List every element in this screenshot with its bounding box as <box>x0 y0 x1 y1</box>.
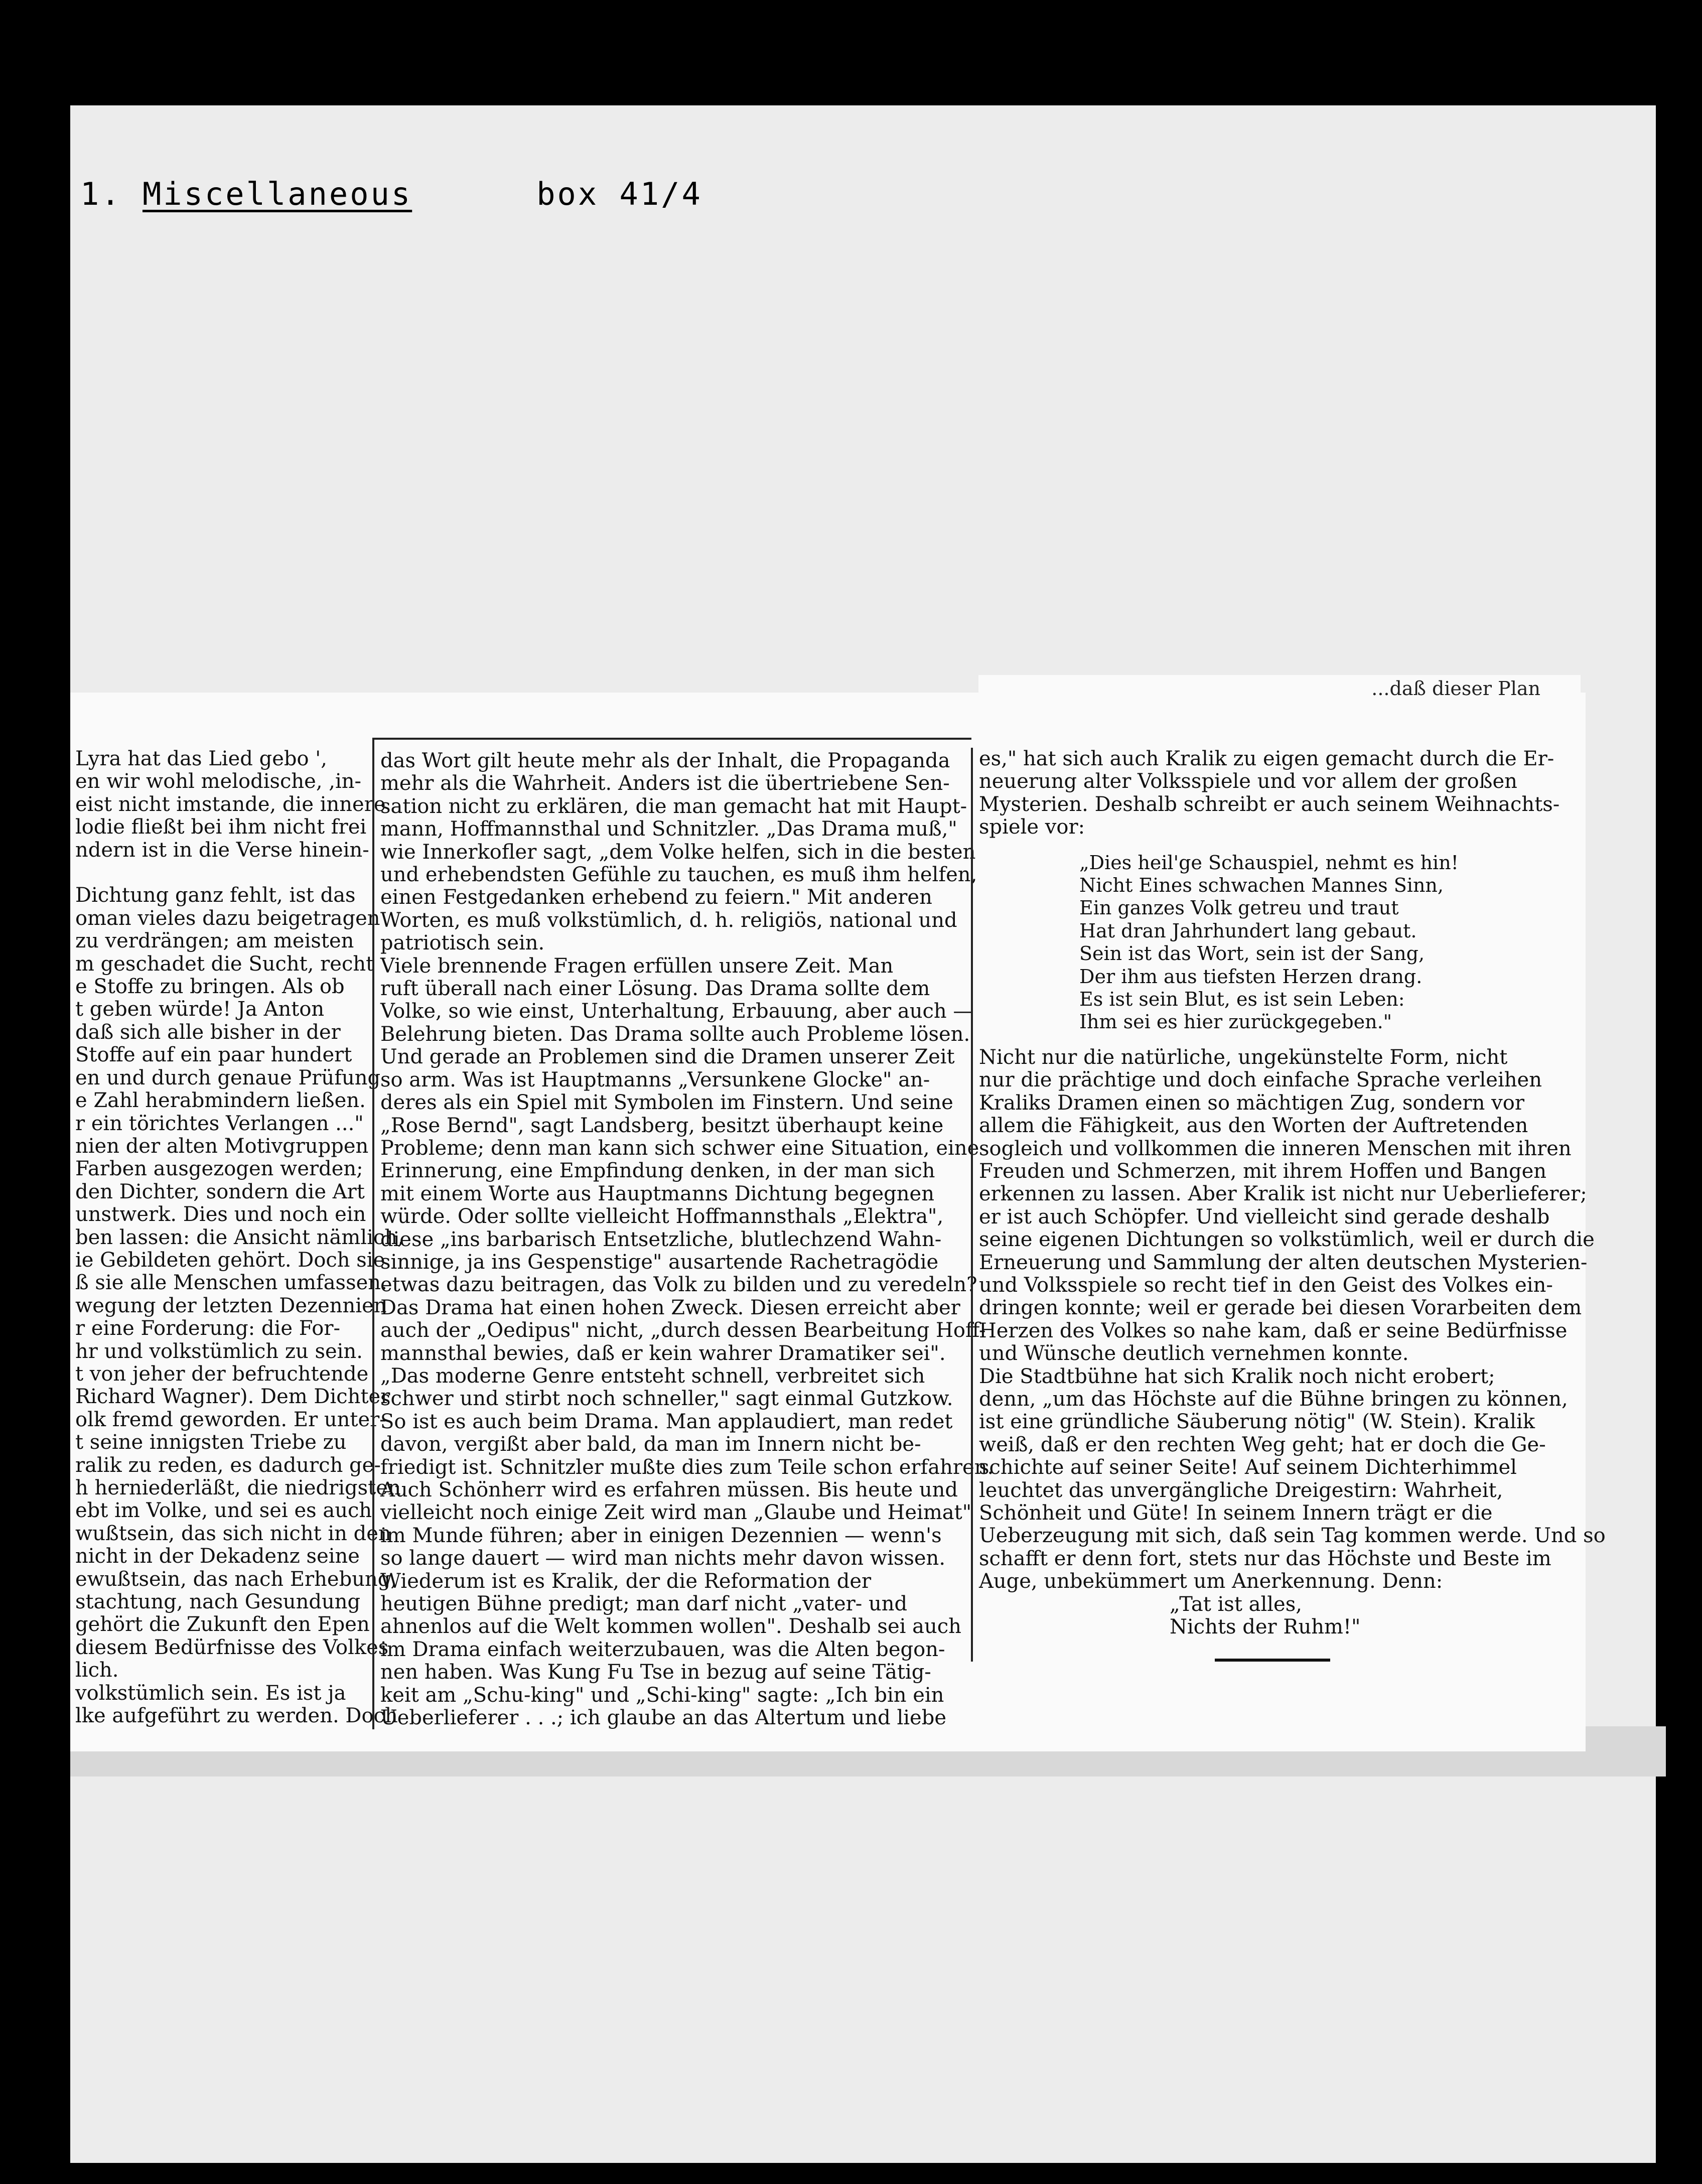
text-line: Worten, es muß volkstümlich, d. h. religiös, national und <box>380 908 957 932</box>
text-line: r eine Forderung: die For- <box>75 1317 341 1340</box>
text-line: und erhebendsten Gefühle zu tauchen, es muß ihm helfen, <box>380 863 977 887</box>
text-line <box>75 862 366 884</box>
text-line: neuerung alter Volksspiele und vor allem der großen <box>979 770 1517 793</box>
text-line: sogleich und vollkommen die inneren Menschen mit ihren <box>979 1137 1572 1160</box>
text-line: einen Festgedanken erhebend zu feiern." Mit anderen <box>380 886 932 909</box>
text-line: spiele vor: <box>979 815 1085 839</box>
text-line: Dichtung ganz fehlt, ist das <box>75 884 356 907</box>
text-line: lich. <box>75 1659 119 1682</box>
text-line: sinnige, ja ins Gespenstige" ausartende Rachetragödie <box>380 1250 939 1274</box>
closing-quote <box>979 1593 1556 1639</box>
text-line: Viele brennende Fragen erfüllen unsere Zeit. Man <box>380 954 894 978</box>
text-line: Nichts der Ruhm!" <box>1170 1615 1361 1639</box>
text-line: Schönheit und Güte! In seinem Innern trägt er die <box>979 1502 1493 1525</box>
text-line: „Rose Bernd", sagt Landsberg, besitzt überhaupt keine <box>380 1114 944 1137</box>
text-line: Die Stadtbühne hat sich Kralik noch nicht erobert; <box>979 1364 1495 1388</box>
text-line: en wir wohl melodische, ,in- <box>75 770 362 793</box>
text-line: daß sich alle bisher in der <box>75 1020 341 1044</box>
text-line: würde. Oder sollte vielleicht Hoffmannsthals „Elektra", <box>380 1205 944 1228</box>
text-line: mann, Hoffmannsthal und Schnitzler. „Das Drama muß," <box>380 817 957 841</box>
text-line: ß sie alle Menschen umfassen. <box>75 1271 387 1295</box>
column-right-body <box>979 1045 1606 1593</box>
text-line: h herniederläßt, die niedrigsten <box>75 1476 401 1499</box>
text-line: Farben ausgezogen werden; <box>75 1157 363 1181</box>
text-line: ist eine gründliche Säuberung nötig" (W. Stein). Kralik <box>979 1410 1535 1434</box>
text-line: m geschadet die Sucht, recht <box>75 952 374 976</box>
text-line: keit am „Schu-king" und „Schi-king" sagte: „Ich bin ein <box>380 1683 944 1707</box>
text-line: „Das moderne Genre entsteht schnell, verbreitet sich <box>380 1364 925 1388</box>
text-line: mehr als die Wahrheit. Anders ist die übertriebene Sen- <box>380 772 950 795</box>
text-line: Ein ganzes Volk getreu und traut <box>1079 897 1399 919</box>
text-line: und Volksspiele so recht tief in den Geist des Volkes ein- <box>979 1273 1553 1297</box>
text-line: vielleicht noch einige Zeit wird man „Glaube und Heimat" <box>380 1501 972 1525</box>
text-line: Auch Schönherr wird es erfahren müssen. Bis heute und <box>380 1478 958 1502</box>
text-line: t von jeher der befruchtende <box>75 1362 369 1386</box>
text-line: gehört die Zukunft den Epen <box>75 1613 370 1636</box>
text-line: Wiederum ist es Kralik, der die Reformation der <box>380 1569 872 1593</box>
text-line: sation nicht zu erklären, die man gemacht hat mit Haupt- <box>380 794 967 818</box>
text-line: denn, „um das Höchste auf die Bühne bringen zu können, <box>979 1387 1568 1411</box>
text-line: lodie fließt bei ihm nicht frei <box>75 815 367 839</box>
text-line: etwas dazu beitragen, das Volk zu bilden und zu veredeln? <box>380 1273 977 1297</box>
text-line: erkennen zu lassen. Aber Kralik ist nicht nur Ueberlieferer; <box>979 1182 1587 1206</box>
series-title: Miscellaneous <box>142 176 412 212</box>
folder-header <box>80 176 702 212</box>
text-line: diese „ins barbarisch Entsetzliche, blutlechzend Wahn- <box>380 1227 942 1251</box>
text-line: Belehrung bieten. Das Drama sollte auch Probleme lösen. <box>380 1022 970 1046</box>
text-line: r ein törichtes Verlangen ..." <box>75 1112 364 1135</box>
text-line: ndern ist in die Verse hinein- <box>75 838 369 862</box>
text-line: das Wort gilt heute mehr als der Inhalt, die Propaganda <box>380 749 950 772</box>
text-line: „Tat ist alles, <box>1170 1592 1302 1616</box>
text-line: schafft er denn fort, stets nur das Höchste und Beste im <box>979 1547 1551 1570</box>
text-line: schwer und stirbt noch schneller," sagt einmal Gutzkow. <box>380 1387 953 1411</box>
text-line: seine eigenen Dichtungen so volkstümlich, weil er durch die <box>979 1228 1595 1252</box>
text-line: hr und volkstümlich zu sein. <box>75 1339 363 1363</box>
text-line: auch der „Oedipus" nicht, „durch dessen Bearbeitung Hoff- <box>380 1319 986 1342</box>
text-line: t geben würde! Ja Anton <box>75 998 325 1021</box>
text-line: nur die prächtige und doch einfache Sprache verleihen <box>979 1068 1542 1092</box>
text-line: Das Drama hat einen hohen Zweck. Diesen erreicht aber <box>380 1296 960 1319</box>
text-line: lke aufgeführt zu werden. Doch <box>75 1704 398 1728</box>
text-line: „Dies heil'ge Schauspiel, nehmt es hin! <box>1079 851 1459 874</box>
text-line: Erneuerung und Sammlung der alten deutschen Mysterien- <box>979 1251 1588 1274</box>
text-line: ebt im Volke, und sei es auch <box>75 1499 372 1523</box>
text-line: e Stoffe zu bringen. Als ob <box>75 975 345 999</box>
text-line: so lange dauert — wird man nichts mehr davon wissen. <box>380 1547 946 1570</box>
text-line: schichte auf seiner Seite! Auf seinem Dichterhimmel <box>979 1456 1517 1479</box>
text-line: unstwerk. Dies und noch ein <box>75 1203 366 1226</box>
text-line: ruft überall nach einer Lösung. Das Drama sollte dem <box>380 977 930 1001</box>
text-line: Sein ist das Wort, sein ist der Sang, <box>1079 942 1425 965</box>
text-line: ie Gebildeten gehört. Doch sie <box>75 1248 385 1272</box>
text-line: olk fremd geworden. Er unter- <box>75 1408 386 1431</box>
text-line: mannsthal bewies, daß er kein wahrer Dramatiker sei". <box>380 1341 946 1365</box>
clipping-top-fragment: ...daß dieser Plan <box>978 675 1581 703</box>
text-line: allem die Fähigkeit, aus den Worten der Auftretenden <box>979 1114 1528 1138</box>
text-line: Probleme; denn man kann sich schwer eine Situation, eine <box>380 1136 979 1160</box>
text-line: dringen konnte; weil er gerade bei diesen Vorarbeiten dem <box>979 1296 1582 1320</box>
column-left <box>75 747 404 1728</box>
text-line: nien der alten Motivgruppen <box>75 1134 369 1158</box>
text-line: Kraliks Dramen einen so mächtigen Zug, sondern vor <box>979 1091 1524 1115</box>
folder-number: 1. <box>80 176 122 212</box>
column-right-intro <box>979 747 1560 839</box>
text-line: im Munde führen; aber in einigen Dezennien — wenn's <box>380 1524 942 1547</box>
text-line: Stoffe auf ein paar hundert <box>75 1043 352 1067</box>
text-line: stachtung, nach Gesundung <box>75 1590 361 1614</box>
text-line: im Drama einfach weiterzubauen, was die Alten begon- <box>380 1637 945 1661</box>
text-line: volkstümlich sein. Es ist ja <box>75 1681 346 1705</box>
text-line: weiß, daß er den rechten Weg geht; hat er doch die Ge- <box>979 1433 1546 1456</box>
text-line: Ueberlieferer . . .; ich glaube an das Altertum und liebe <box>380 1706 947 1730</box>
text-line: er ist auch Schöpfer. Und vielleicht sind gerade deshalb <box>979 1205 1550 1228</box>
text-line: mit einem Worte aus Hauptmanns Dichtung begegnen <box>380 1182 934 1205</box>
text-line: ewußtsein, das nach Erhebung, <box>75 1567 397 1591</box>
poem <box>979 852 1556 1034</box>
text-line: patriotisch sein. <box>380 931 545 955</box>
text-line: Ihm sei es hier zurückgegeben." <box>1079 1011 1392 1033</box>
text-line: ben lassen: die Ansicht nämlich, <box>75 1225 404 1249</box>
column-right <box>971 747 1606 1662</box>
text-line: Ueberzeugung mit sich, daß sein Tag kommen werde. Und so <box>979 1524 1606 1548</box>
text-line: Nicht nur die natürliche, ungekünstelte Form, nicht <box>979 1045 1508 1069</box>
box-label: box 41/4 <box>536 176 702 212</box>
text-line: Es ist sein Blut, es ist sein Leben: <box>1079 988 1405 1011</box>
text-line: Volke, so wie einst, Unterhaltung, Erbauung, aber auch — <box>380 1000 973 1023</box>
text-line: den Dichter, sondern die Art <box>75 1180 365 1203</box>
text-line: Auge, unbekümmert um Anerkennung. Denn: <box>979 1570 1443 1593</box>
text-line: heutigen Bühne predigt; man darf nicht „vater- und <box>380 1592 908 1616</box>
text-line: Richard Wagner). Dem Dichter <box>75 1385 390 1409</box>
text-line: e Zahl herabmindern ließen. <box>75 1089 366 1113</box>
text-line: und Wünsche deutlich vernehmen konnte. <box>979 1342 1409 1366</box>
text-line: friedigt ist. Schnitzler mußte dies zum Teile schon erfahren. <box>380 1455 994 1479</box>
text-line: Lyra hat das Lied gebo ', <box>75 747 327 770</box>
text-line: Nicht Eines schwachen Mannes Sinn, <box>1079 874 1444 897</box>
text-line: zu verdrängen; am meisten <box>75 929 354 953</box>
text-line: so arm. Was ist Hauptmanns „Versunkene Glocke" an- <box>380 1068 930 1091</box>
text-line: ahnenlos auf die Welt kommen wollen". Deshalb sei auch <box>380 1615 961 1639</box>
text-line: wegung der letzten Dezennien <box>75 1294 387 1317</box>
text-line: eist nicht imstande, die innere <box>75 792 386 816</box>
text-line: leuchtet das unvergängliche Dreigestirn: Wahrheit, <box>979 1478 1503 1502</box>
text-line: t seine innigsten Triebe zu <box>75 1431 347 1454</box>
text-line: So ist es auch beim Drama. Man applaudiert, man redet <box>380 1410 953 1433</box>
text-line: Und gerade an Problemen sind die Dramen unserer Zeit <box>380 1045 955 1069</box>
text-line: nicht in der Dekadenz seine <box>75 1545 360 1568</box>
column-middle <box>372 738 994 1730</box>
text-line: diesem Bedürfnisse des Volkes <box>75 1635 389 1659</box>
end-rule <box>1215 1659 1330 1662</box>
text-line: Freuden und Schmerzen, mit ihrem Hoffen und Bangen <box>979 1159 1547 1183</box>
text-line: Mysterien. Deshalb schreibt er auch seinem Weihnachts- <box>979 792 1560 816</box>
text-line: Herzen des Volkes so nahe kam, daß er seine Bedürfnisse <box>979 1319 1568 1342</box>
text-line: en und durch genaue Prüfung <box>75 1066 381 1089</box>
text-line: davon, vergißt aber bald, da man im Innern nicht be- <box>380 1433 921 1456</box>
text-line: wie Innerkofler sagt, „dem Volke helfen, sich in die besten <box>380 840 976 864</box>
text-line: Erinnerung, eine Empfindung denken, in der man sich <box>380 1159 935 1183</box>
text-line: Der ihm aus tiefsten Herzen drang. <box>1079 965 1423 988</box>
text-line: deres als ein Spiel mit Symbolen im Finstern. Und seine <box>380 1091 953 1115</box>
text-line: es," hat sich auch Kralik zu eigen gemacht durch die Er- <box>979 747 1554 770</box>
text-line: wußtsein, das sich nicht in den <box>75 1522 391 1545</box>
text-line: ralik zu reden, es dadurch ge- <box>75 1453 381 1477</box>
text-line: Hat dran Jahrhundert lang gebaut. <box>1079 919 1417 942</box>
text-line: oman vieles dazu beigetragen <box>75 906 380 930</box>
text-line: nen haben. Was Kung Fu Tse in bezug auf seine Tätig- <box>380 1661 931 1684</box>
